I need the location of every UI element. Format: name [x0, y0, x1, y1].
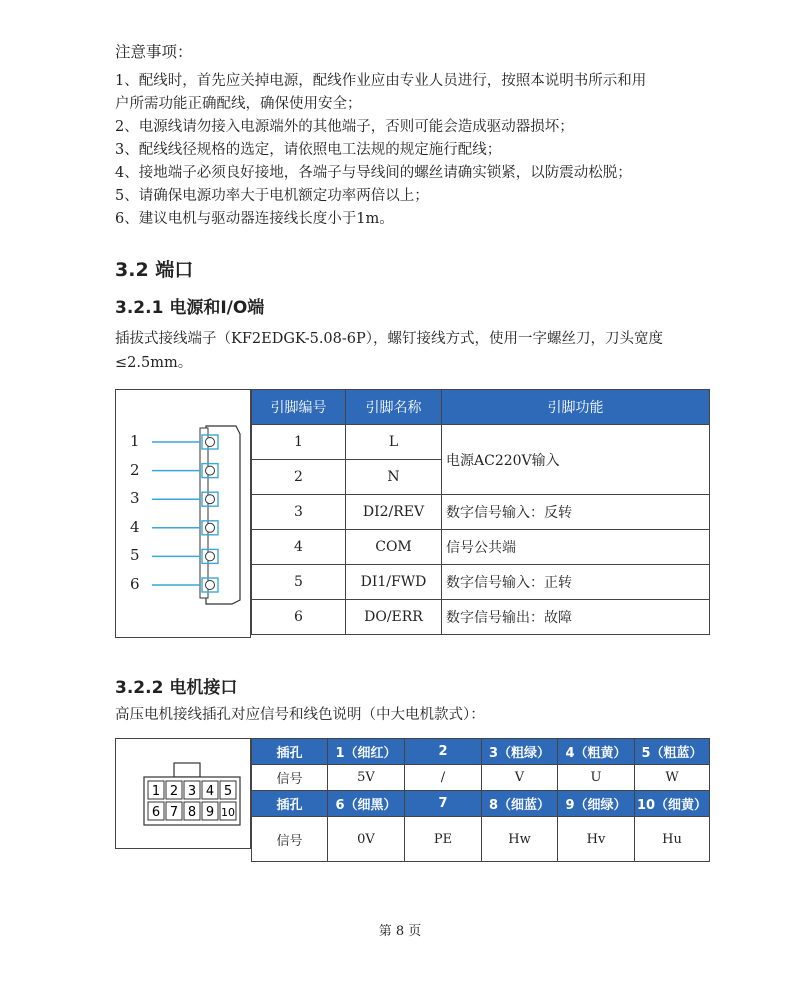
- pin-table: [251, 389, 710, 635]
- pin-function: 电源AC220V输入: [442, 425, 710, 495]
- table-row: [252, 565, 710, 600]
- motor-table-cell: 插孔: [252, 739, 328, 765]
- pin-function: 数字信号输出：故障: [442, 600, 710, 635]
- motor-connector-diagram: [115, 738, 251, 849]
- pin-number: 2: [252, 460, 346, 495]
- notice-item: 5、请确保电源功率大于电机额定功率两倍以上；: [115, 188, 429, 204]
- connector-cell-label: 7: [169, 805, 179, 820]
- motor-table-cell: 8（细蓝）: [482, 791, 558, 817]
- motor-table-cell: 5V: [328, 765, 405, 791]
- terminal-connector-icon: [116, 390, 252, 639]
- pin-label: 2: [130, 460, 140, 479]
- power-io-heading: 3.2.1 电源和I/O端: [115, 298, 265, 318]
- table-row: [252, 530, 710, 565]
- notice-title: 注意事项：: [115, 43, 193, 61]
- pin-screw-icon: [206, 552, 215, 561]
- pin-function: 信号公共端: [442, 530, 710, 565]
- pin-table-header-cell: 引脚编号: [252, 390, 346, 425]
- motor-table-cell: V: [482, 765, 558, 791]
- connector-cell-label: 9: [205, 805, 215, 820]
- motor-table-cell: 9（细绿）: [558, 791, 635, 817]
- table-row: [252, 425, 710, 460]
- pin-name: L: [346, 425, 442, 460]
- notice-item: 4、接地端子必须良好接地，各端子与导线间的螺丝请确实锁紧，以防震动松脱；: [115, 165, 632, 181]
- motor-table-cell: U: [558, 765, 635, 791]
- connector-cell-label: 1: [151, 784, 161, 799]
- motor-table-cell: 3（粗绿）: [482, 739, 558, 765]
- notice-item: 1、配线时，首先应关掉电源，配线作业应由专业人员进行，按照本说明书所示和用: [115, 73, 647, 89]
- motor-table-cell: Hv: [558, 817, 635, 862]
- motor-table-cell: 0V: [328, 817, 405, 862]
- motor-table-cell: 7: [405, 791, 482, 817]
- notice-item: 6、建议电机与驱动器连接线长度小于1m。: [115, 211, 394, 227]
- page-number: 第 8 页: [378, 924, 422, 939]
- notice-item: 户所需功能正确配线，确保使用安全；: [115, 96, 362, 112]
- connector-cell-label: 5: [223, 784, 233, 799]
- table-row: [252, 765, 710, 791]
- table-row: [252, 739, 710, 765]
- pin-name: COM: [346, 530, 442, 565]
- motor-table-cell: 4（粗黄）: [558, 739, 635, 765]
- pin-screw-icon: [206, 438, 215, 447]
- pin-table-header-cell: 引脚功能: [442, 390, 710, 425]
- pin-label: 5: [130, 546, 140, 565]
- motor-connector-icon: [116, 739, 252, 850]
- motor-interface-description: 高压电机接线插孔对应信号和线色说明（中大电机款式）：: [115, 707, 485, 723]
- connector-cell-label: 3: [187, 784, 197, 799]
- connector-cell-label: 6: [151, 805, 161, 820]
- motor-table-cell: Hw: [482, 817, 558, 862]
- pin-table-header: [252, 390, 710, 425]
- motor-table-cell: PE: [405, 817, 482, 862]
- pin-label: 6: [130, 575, 140, 593]
- notice-item: 2、电源线请勿接入电源端外的其他端子，否则可能会造成驱动器损坏；: [115, 119, 574, 135]
- pin-number: 1: [252, 425, 346, 460]
- power-io-description-line: 插拔式接线端子（KF2EDGK-5.08-6P），螺钉接线方式，使用一字螺丝刀，刀头宽度: [115, 331, 664, 347]
- notice-list: [115, 70, 715, 231]
- power-io-description: [115, 327, 715, 375]
- pin-name: DI1/FWD: [346, 565, 442, 600]
- motor-table-cell: 6（细黑）: [328, 791, 405, 817]
- motor-table: [251, 738, 710, 862]
- pin-name: N: [346, 460, 442, 495]
- pin-label: 4: [130, 517, 140, 536]
- pin-label: 1: [130, 432, 140, 450]
- pin-number: 6: [252, 600, 346, 635]
- pin-screw-icon: [206, 495, 215, 504]
- table-row: [252, 600, 710, 635]
- table-row: [252, 495, 710, 530]
- motor-table-cell: /: [405, 765, 482, 791]
- table-row: [252, 791, 710, 817]
- connector-cell-label: 4: [205, 784, 215, 799]
- motor-table-cell: 信号: [252, 817, 328, 862]
- notice-item: 3、配线线径规格的选定，请依照电工法规的规定施行配线；: [115, 142, 502, 158]
- connector-cell-label: 8: [187, 805, 197, 820]
- pin-label: 3: [130, 489, 140, 508]
- power-io-description-line: ≤2.5mm。: [115, 355, 193, 371]
- motor-table-cell: 插孔: [252, 791, 328, 817]
- connector-cell-label: 10: [221, 806, 235, 819]
- motor-table-cell: 2: [405, 739, 482, 765]
- pin-screw-icon: [206, 466, 215, 475]
- terminal-diagram: [115, 389, 251, 638]
- pin-table-header-cell: 引脚名称: [346, 390, 442, 425]
- motor-table-cell: W: [635, 765, 710, 791]
- pin-function: 数字信号输入：正转: [442, 565, 710, 600]
- pin-screw-icon: [206, 581, 215, 590]
- pin-name: DO/ERR: [346, 600, 442, 635]
- motor-table-cell: Hu: [635, 817, 710, 862]
- connector-cell-label: 2: [169, 784, 179, 799]
- section-heading: 3.2 端口: [115, 259, 194, 281]
- pin-number: 4: [252, 530, 346, 565]
- motor-table-cell: 信号: [252, 765, 328, 791]
- pin-function: 数字信号输入：反转: [442, 495, 710, 530]
- motor-table-cell: 10（细黄）: [635, 791, 710, 817]
- motor-table-cell: 1（细红）: [328, 739, 405, 765]
- motor-table-cell: 5（粗蓝）: [635, 739, 710, 765]
- motor-interface-heading: 3.2.2 电机接口: [115, 678, 238, 698]
- table-row: [252, 817, 710, 862]
- pin-name: DI2/REV: [346, 495, 442, 530]
- pin-number: 5: [252, 565, 346, 600]
- pin-screw-icon: [206, 523, 215, 532]
- pin-number: 3: [252, 495, 346, 530]
